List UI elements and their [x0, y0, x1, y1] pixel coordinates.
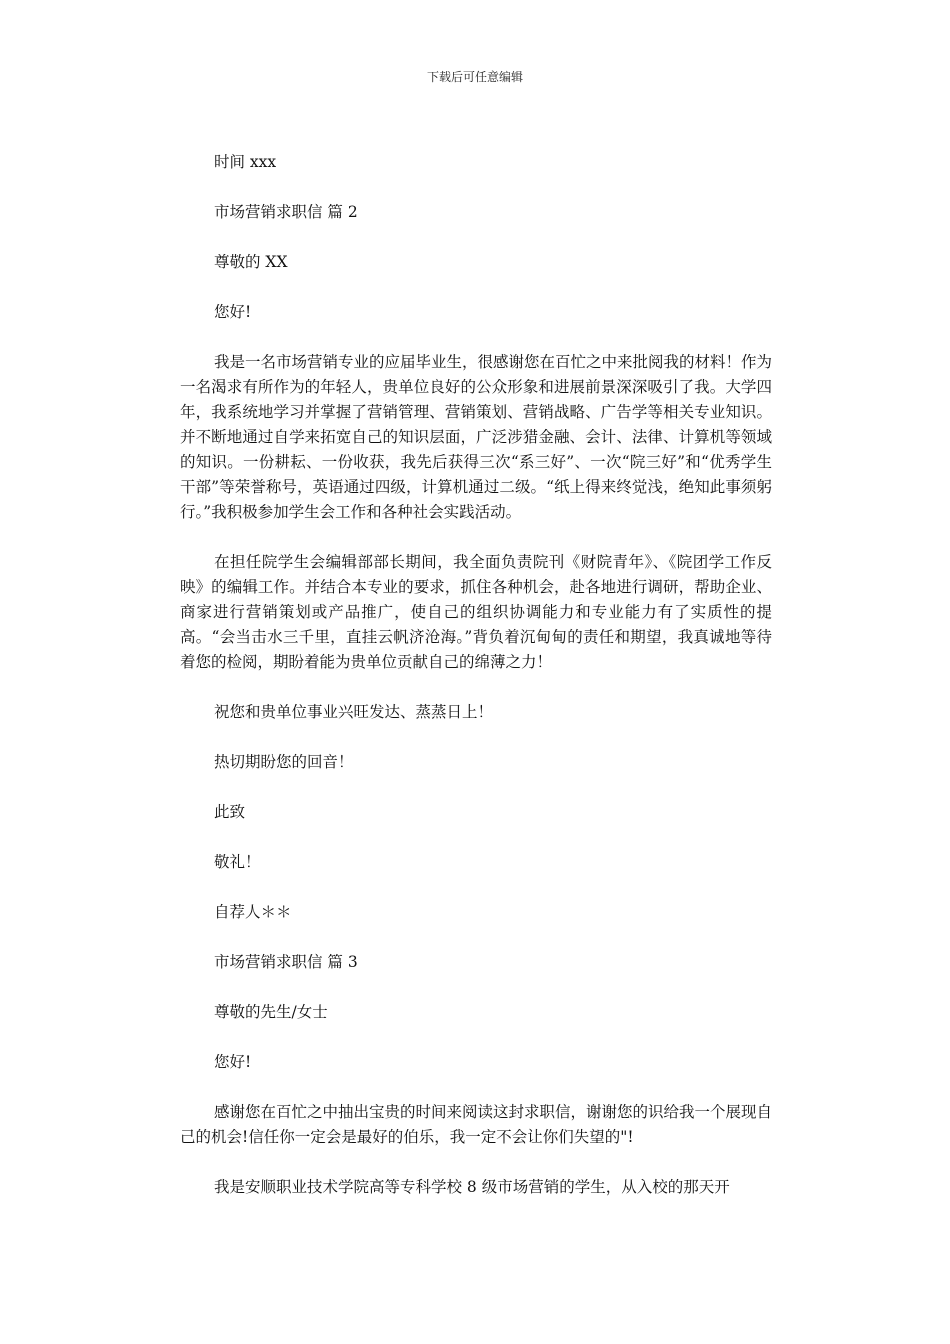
salutation-line-2: 敬礼！	[214, 853, 261, 871]
greeting-recipient: 尊敬的 XX	[214, 253, 288, 271]
paragraph-experience: 在担任院学生会编辑部部长期间，我全面负责院刊《财院青年》、《院团学工作反映》的编辑工作。并结合本专业的要求，抓住各种机会，赴各地进行调研，帮助企业、商家进行营销策划或产品推广，使自己的组织协调能力和专业能力有了实质性的提高。“会当击水三千里，直挂云帆济沧海。”背负着沉甸甸的责任和期望，我真诚地等待着您的检阅，期盼着能为贵单位贡献自己的绵薄之力！	[180, 553, 772, 671]
signature: 自荐人＊＊	[214, 903, 292, 921]
paragraph-background: 我是安顺职业技术学院高等专科学校 8 级市场营销的学生，从入校的那天开	[214, 1178, 730, 1196]
section-3-title: 市场营销求职信 篇 3	[214, 953, 358, 971]
greeting-hello-3: 您好!	[214, 1053, 252, 1071]
greeting-recipient-3: 尊敬的先生/女士	[214, 1003, 328, 1021]
salutation-line-1: 此致	[214, 803, 246, 821]
await-line: 热切期盼您的回音！	[214, 753, 354, 771]
paragraph-intro: 我是一名市场营销专业的应届毕业生，很感谢您在百忙之中来批阅我的材料！作为一名渴求有所作为的年轻人，贵单位良好的公众形象和进展前景深深吸引了我。大学四年，我系统地学习并掌握了营销管理、营销策划、营销战略、广告学等相关专业知识。并不断地通过自学来拓宽自己的知识层面，广泛涉猎金融、会计、法律、计算机等领域的知识。一份耕耘、一份收获，我先后获得三次“系三好”、一次“院三好”和“优秀学生干部”等荣誉称号，英语通过四级，计算机通过二级。“纸上得来终觉浅，绝知此事须躬行。”我积极参加学生会工作和各种社会实践活动。	[180, 353, 773, 521]
document-body	[180, 150, 772, 1225]
section-2-title: 市场营销求职信 篇 2	[214, 203, 358, 221]
page-header: 下载后可任意编辑	[426, 70, 523, 84]
wish-line: 祝您和贵单位事业兴旺发达、蒸蒸日上！	[214, 703, 494, 721]
greeting-hello: 您好!	[214, 303, 252, 321]
paragraph-thanks: 感谢您在百忙之中抽出宝贵的时间来阅读这封求职信，谢谢您的识给我一个展现自己的机会!信任你一定会是最好的伯乐，我一定不会让你们失望的"!	[180, 1103, 773, 1146]
time-line: 时间 xxx	[214, 153, 277, 171]
